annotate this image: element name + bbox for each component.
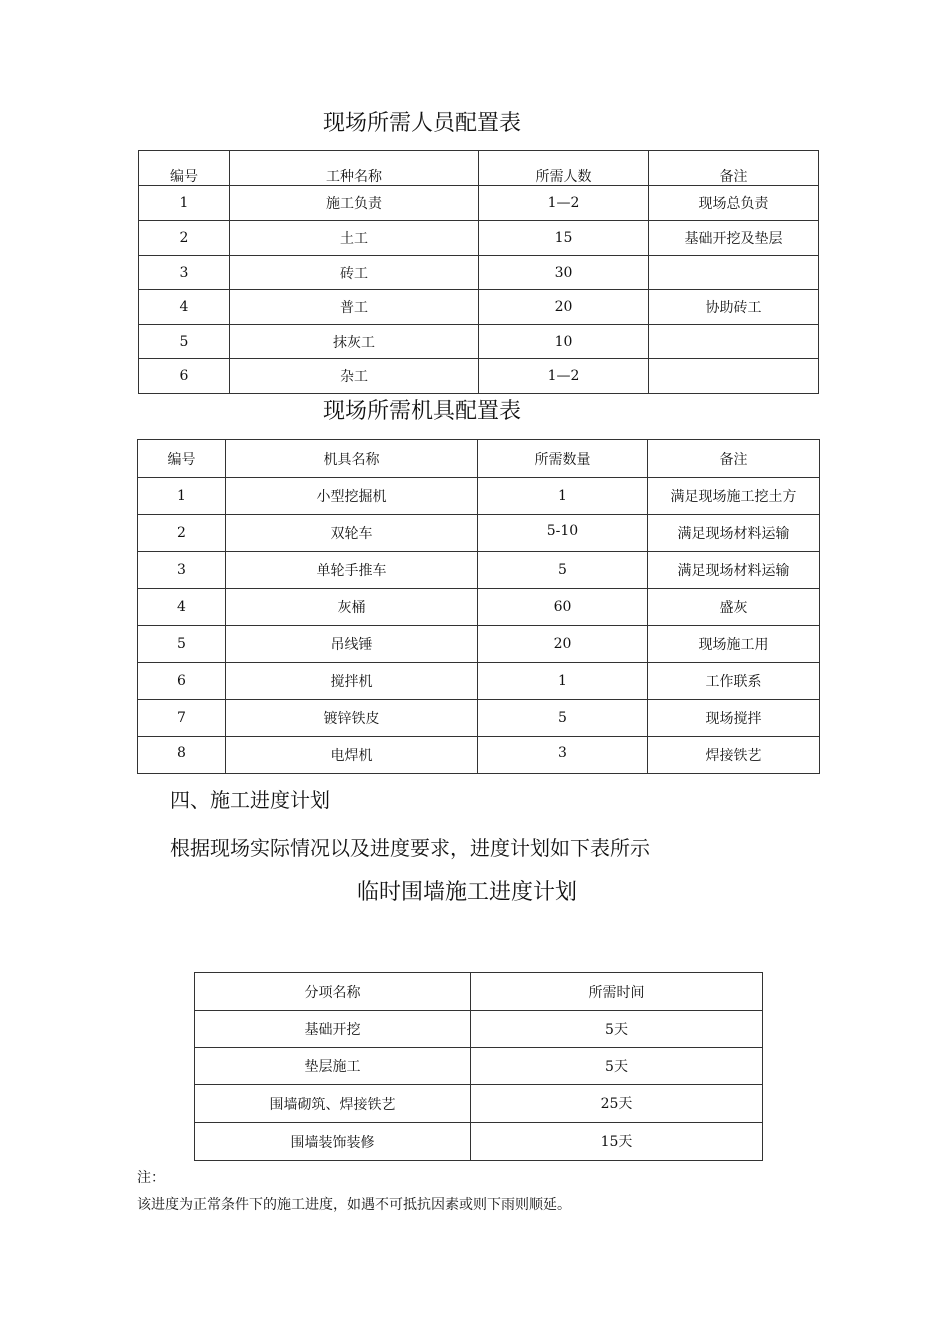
note-label: 注： [137,1170,165,1186]
table-cell: 4 [139,290,230,325]
table-cell: 5 [478,700,648,737]
table-cell: 焊接铁艺 [648,737,820,774]
table-cell: 5天 [471,1048,763,1085]
section-intro: 根据现场实际情况以及进度要求，进度计划如下表所示 [170,836,650,860]
table-cell: 垫层施工 [195,1048,471,1085]
table-header-row [138,440,820,478]
table-cell: 现场施工用 [648,626,820,663]
header-cell: 所需人数 [479,151,649,186]
table-cell: 5-10 [478,515,648,552]
table-cell: 镀锌铁皮 [226,700,478,737]
table-row [139,290,819,325]
table-cell: 10 [479,325,649,359]
table-cell: 1 [139,186,230,221]
table-cell: 现场搅拌 [648,700,820,737]
header-cell: 机具名称 [226,440,478,478]
table-cell [649,256,819,290]
table-cell: 协助砖工 [649,290,819,325]
table-row [139,325,819,359]
table-row [139,186,819,221]
table-cell: 1 [138,478,226,515]
table-cell: 1—2 [479,359,649,394]
table-cell: 双轮车 [226,515,478,552]
table-cell: 土工 [230,221,479,256]
table-cell: 普工 [230,290,479,325]
table-cell: 3 [138,552,226,589]
header-cell: 所需时间 [471,973,763,1011]
table-cell: 3 [139,256,230,290]
table-cell: 15天 [471,1123,763,1161]
table-cell: 吊线锤 [226,626,478,663]
table-row [195,1085,763,1123]
table-cell [649,359,819,394]
table-cell: 搅拌机 [226,663,478,700]
table-cell: 1 [478,663,648,700]
table-cell: 围墙砌筑、焊接铁艺 [195,1085,471,1123]
table-row [139,256,819,290]
personnel-table [138,150,819,394]
table-row [138,589,820,626]
header-cell: 所需数量 [478,440,648,478]
table-cell: 7 [138,700,226,737]
table-cell: 工作联系 [648,663,820,700]
table-cell: 砖工 [230,256,479,290]
header-cell: 分项名称 [195,973,471,1011]
header-cell: 编号 [139,151,230,186]
table-cell: 60 [478,589,648,626]
table-header-row [195,973,763,1011]
table-row [195,1123,763,1161]
table-cell: 单轮手推车 [226,552,478,589]
table-cell: 基础开挖 [195,1011,471,1048]
table-cell: 灰桶 [226,589,478,626]
table-row [138,552,820,589]
schedule-table [194,972,763,1161]
table-cell: 1 [478,478,648,515]
table-row [138,700,820,737]
table-cell: 20 [478,626,648,663]
header-cell: 编号 [138,440,226,478]
table-row [138,515,820,552]
table-cell: 盛灰 [648,589,820,626]
header-cell: 工种名称 [230,151,479,186]
table-cell: 满足现场材料运输 [648,552,820,589]
header-cell: 备注 [649,151,819,186]
table-cell: 电焊机 [226,737,478,774]
table-cell: 8 [138,737,226,774]
personnel-table-title: 现场所需人员配置表 [323,111,522,136]
table-cell: 2 [139,221,230,256]
table-cell: 30 [479,256,649,290]
table-cell: 满足现场施工挖土方 [648,478,820,515]
header-cell: 备注 [648,440,820,478]
table-row [138,626,820,663]
table-cell: 5 [138,626,226,663]
table-row [139,359,819,394]
table-cell: 1—2 [479,186,649,221]
table-cell: 4 [138,589,226,626]
table-header-row [139,151,819,186]
table-cell: 杂工 [230,359,479,394]
table-cell: 施工负责 [230,186,479,221]
table-cell: 6 [139,359,230,394]
table-row [195,1011,763,1048]
section-heading: 四、施工进度计划 [170,788,330,812]
table-cell: 5 [478,552,648,589]
table-row [139,221,819,256]
table-cell: 2 [138,515,226,552]
table-cell: 6 [138,663,226,700]
table-cell: 抹灰工 [230,325,479,359]
table-cell: 25天 [471,1085,763,1123]
schedule-table-title: 临时围墙施工进度计划 [357,880,578,905]
table-cell: 3 [478,737,648,774]
table-row [138,478,820,515]
table-cell: 5天 [471,1011,763,1048]
equipment-table-title: 现场所需机具配置表 [323,399,522,424]
note-text: 该进度为正常条件下的施工进度，如遇不可抵抗因素或则下雨则顺延。 [137,1197,571,1213]
table-cell: 小型挖掘机 [226,478,478,515]
table-row [138,737,820,774]
table-cell: 满足现场材料运输 [648,515,820,552]
table-cell: 围墙装饰装修 [195,1123,471,1161]
table-row [138,663,820,700]
table-cell: 基础开挖及垫层 [649,221,819,256]
table-cell [649,325,819,359]
table-cell: 5 [139,325,230,359]
equipment-table [137,439,820,774]
table-cell: 现场总负责 [649,186,819,221]
table-row [195,1048,763,1085]
table-cell: 20 [479,290,649,325]
table-cell: 15 [479,221,649,256]
